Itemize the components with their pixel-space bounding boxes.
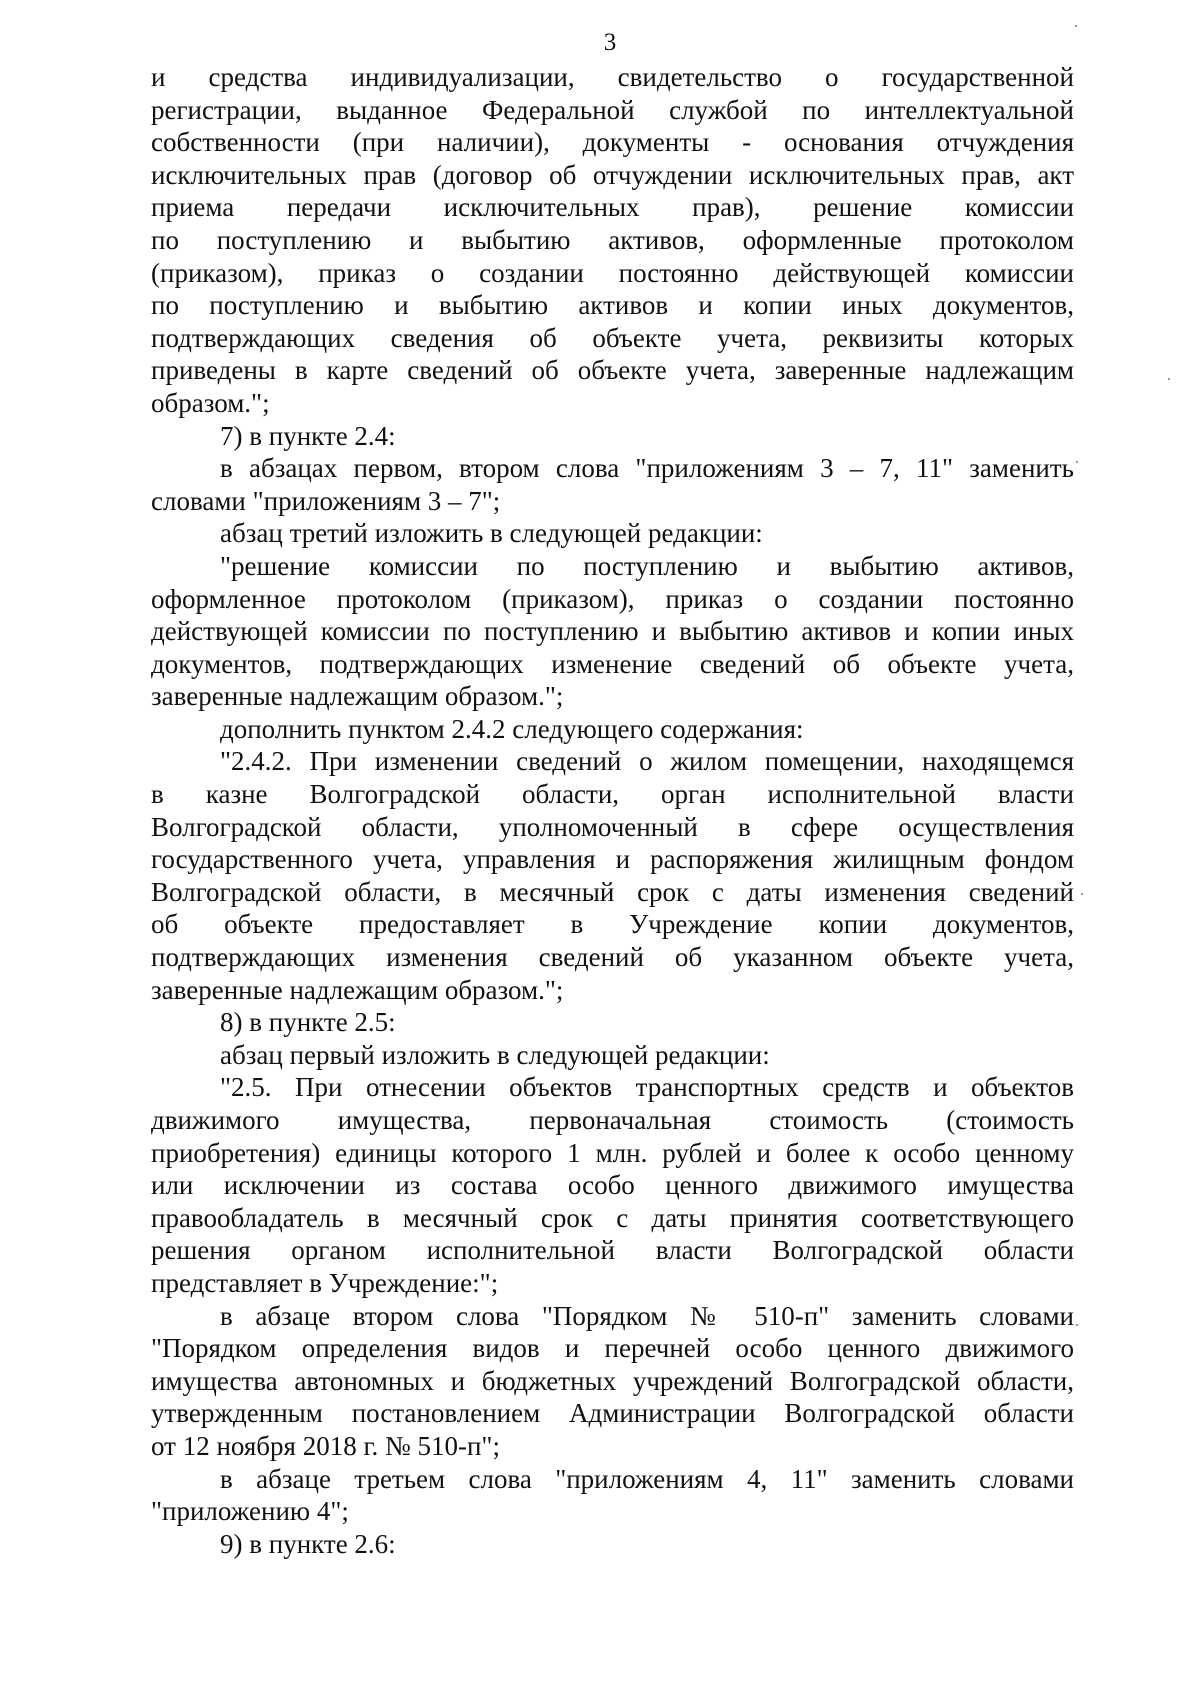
text-line: документов, подтверждающих изменение сведений об объекте учета, bbox=[151, 648, 1074, 679]
text-line: подтверждающих сведения об объекте учета, реквизиты которых bbox=[151, 322, 1074, 353]
text-line: правообладатель в месячный срок с даты принятия соответствующего bbox=[151, 1202, 1074, 1233]
text-line: заверенные надлежащим образом."; bbox=[151, 974, 564, 1005]
text-line: регистрации, выданное Федеральной службой по интеллектуальной bbox=[151, 94, 1074, 125]
text-line: утвержденным постановлением Администрации Волгоградской области bbox=[151, 1398, 1074, 1429]
margin-mark bbox=[1076, 461, 1078, 463]
text-line: приведены в карте сведений об объекте учета, заверенные надлежащим bbox=[151, 355, 1074, 386]
text-line: приема передачи исключительных прав), решение комиссии bbox=[151, 192, 1074, 223]
text-line: в абзаце втором слова "Порядком № 510-п" заменить словами bbox=[220, 1300, 1074, 1331]
text-line: Волгоградской области, в месячный срок с даты изменения сведений bbox=[151, 876, 1074, 907]
text-line: подтверждающих изменения сведений об указанном объекте учета, bbox=[151, 942, 1074, 973]
text-line: оформленное протоколом (приказом), приказ о создании постоянно bbox=[151, 583, 1074, 614]
text-line: от 12 ноября 2018 г. № 510-п"; bbox=[151, 1430, 500, 1461]
text-line: "2.5. При отнесении объектов транспортных средств и объектов bbox=[220, 1072, 1074, 1103]
text-line: абзац первый изложить в следующей редакции: bbox=[220, 1039, 770, 1070]
text-line: дополнить пунктом 2.4.2 следующего содержания: bbox=[220, 713, 804, 744]
text-line: заверенные надлежащим образом."; bbox=[151, 681, 564, 712]
text-line: по поступлению и выбытию активов, оформленные протоколом bbox=[151, 224, 1074, 255]
text-line: "2.4.2. При изменении сведений о жилом помещении, находящемся bbox=[220, 746, 1074, 777]
page-number: 3 bbox=[603, 29, 617, 56]
text-line: исключительных прав (договор об отчуждении исключительных прав, акт bbox=[151, 159, 1074, 190]
text-line: образом."; bbox=[151, 387, 270, 418]
text-line: решения органом исполнительной власти Волгоградской области bbox=[151, 1235, 1074, 1266]
margin-mark bbox=[1168, 378, 1170, 380]
text-line: абзац третий изложить в следующей редакции: bbox=[220, 518, 763, 549]
text-line: по поступлению и выбытию активов и копии иных документов, bbox=[151, 290, 1074, 321]
text-line: и средства индивидуализации, свидетельство о государственной bbox=[151, 62, 1074, 92]
text-line: "приложению 4"; bbox=[151, 1496, 349, 1527]
text-line: об объекте предоставляет в Учреждение копии документов, bbox=[151, 909, 1074, 940]
text-line: движимого имущества, первоначальная стоимость (стоимость bbox=[151, 1105, 1074, 1135]
text-line: государственного учета, управления и распоряжения жилищным фондом bbox=[151, 844, 1074, 875]
text-line: в абзацах первом, втором слова "приложениям 3 – 7, 11" заменить bbox=[220, 453, 1074, 484]
text-line: или исключении из состава особо ценного движимого имущества bbox=[151, 1170, 1074, 1201]
text-line: 7) в пункте 2.4: bbox=[220, 420, 396, 451]
margin-mark bbox=[1075, 25, 1077, 27]
text-line: "решение комиссии по поступлению и выбытию активов, bbox=[220, 550, 1074, 581]
margin-mark bbox=[1081, 893, 1083, 895]
text-line: собственности (при наличии), документы - основания отчуждения bbox=[151, 127, 1074, 158]
text-line: (приказом), приказ о создании постоянно действующей комиссии bbox=[151, 257, 1074, 288]
text-line: "Порядком определения видов и перечней особо ценного движимого bbox=[151, 1333, 1074, 1364]
text-line: Волгоградской области, уполномоченный в сфере осуществления bbox=[151, 811, 1074, 842]
margin-mark bbox=[1076, 1324, 1078, 1326]
text-line: в казне Волгоградской области, орган исполнительной власти bbox=[151, 779, 1074, 810]
text-line: в абзаце третьем слова "приложениям 4, 11" заменить словами bbox=[220, 1463, 1074, 1494]
text-line: представляет в Учреждение:"; bbox=[151, 1267, 499, 1298]
text-line: имущества автономных и бюджетных учреждений Волгоградской области, bbox=[151, 1365, 1074, 1396]
text-line: приобретения) единицы которого 1 млн. рублей и более к особо ценному bbox=[151, 1137, 1074, 1168]
text-line: 9) в пункте 2.6: bbox=[220, 1528, 396, 1559]
text-line: действующей комиссии по поступлению и выбытию активов и копии иных bbox=[151, 616, 1074, 647]
text-line: 8) в пункте 2.5: bbox=[220, 1007, 396, 1038]
document-body bbox=[151, 61, 1074, 1560]
text-line: словами "приложениям 3 – 7"; bbox=[151, 485, 501, 516]
